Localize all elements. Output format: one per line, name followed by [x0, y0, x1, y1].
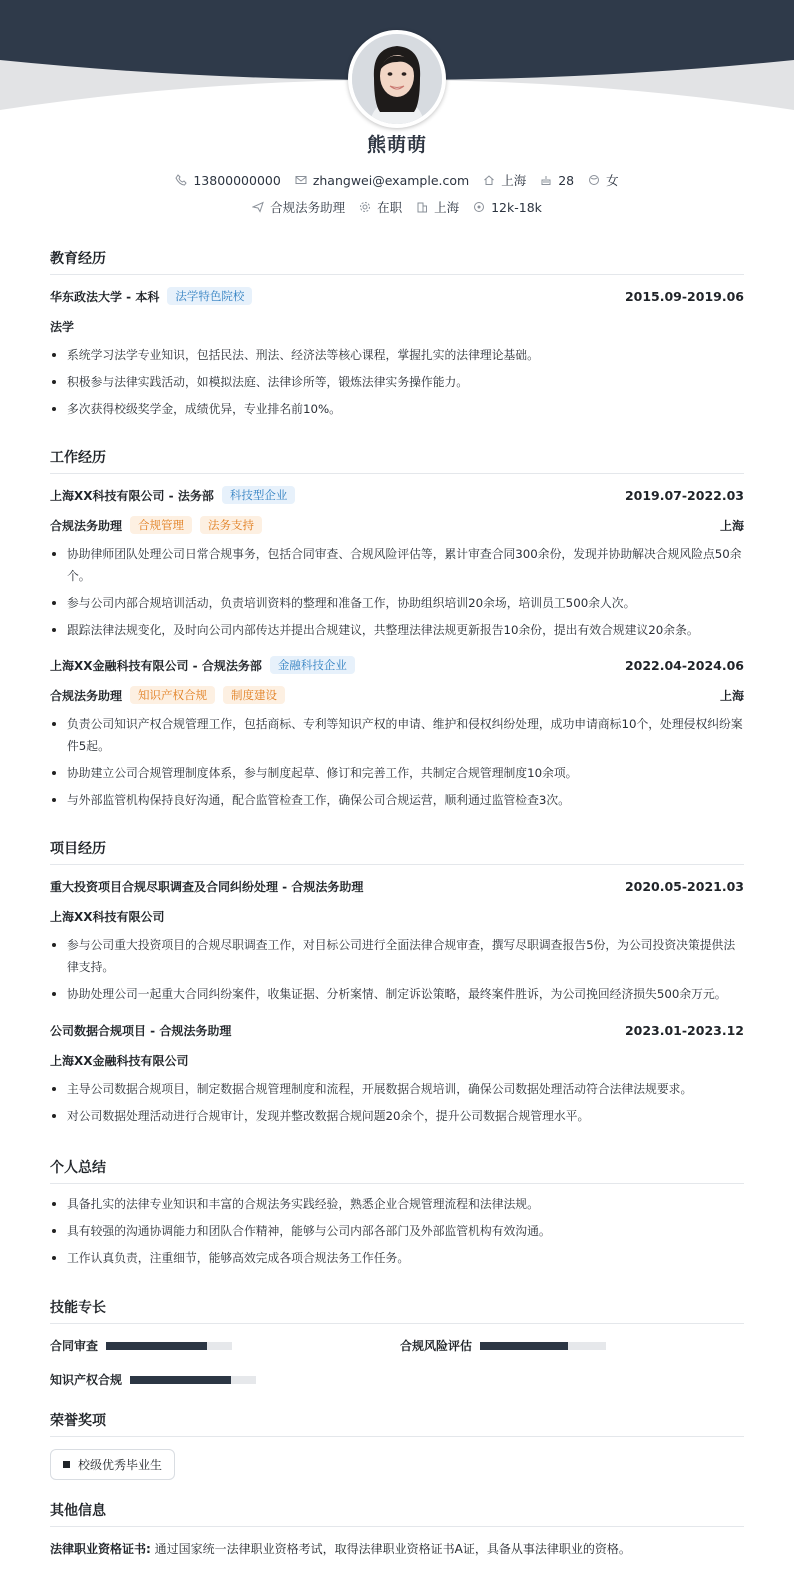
- salary-item: [473, 200, 542, 215]
- gender-text: 女: [606, 173, 619, 188]
- skill-name: 合同审查: [50, 1339, 99, 1353]
- major-text: 法学: [50, 320, 75, 334]
- awards-title: 荣誉奖项: [50, 1410, 744, 1437]
- work-date: 2019.07-2022.03: [624, 487, 744, 503]
- list-item: 对公司数据处理活动进行合规审计，发现并整改数据合规问题20余个，提升公司数据合规管理水平。: [50, 1105, 744, 1127]
- education-title: 教育经历: [50, 248, 744, 275]
- project-date: 2023.01-2023.12: [624, 1023, 744, 1038]
- building-icon: [416, 201, 428, 213]
- project-bullets: [50, 934, 744, 1010]
- projects-title: 项目经历: [50, 838, 744, 865]
- skill-bar: [480, 1342, 606, 1350]
- list-item: 系统学习法学专业知识，包括民法、刑法、经济法等核心课程，掌握扎实的法律理论基础。: [50, 344, 744, 366]
- project-entry-head: [50, 878, 744, 895]
- list-item: 协助处理公司一起重大合同纠纷案件，收集证据、分析案情、制定诉讼策略，最终案件胜诉，为公司挽回经济损失500余万元。: [50, 983, 744, 1005]
- skill-item: [400, 1337, 606, 1354]
- contact-info: [0, 171, 794, 189]
- skill-item: [50, 1371, 256, 1388]
- other-title: 其他信息: [50, 1500, 744, 1527]
- award-chip: [50, 1449, 175, 1480]
- coin-icon: [473, 201, 485, 213]
- list-item: 主导公司数据合规项目，制定数据合规管理制度和流程，开展数据合规培训，确保公司数据处理活动符合法律法规要求。: [50, 1078, 744, 1100]
- gender-icon: [588, 174, 600, 186]
- candidate-name: 熊萌萌: [366, 134, 427, 156]
- project-bullets: [50, 1078, 744, 1132]
- list-item: 参与公司内部合规培训活动，负责培训资料的整理和准备工作，协助组织培训20余场，培训员工500余人次。: [50, 592, 744, 614]
- email-text: zhangwei@example.com: [312, 172, 470, 188]
- list-item: 参与公司重大投资项目的合规尽职调查工作，对目标公司进行全面法律合规审查，撰写尽职调查报告5份，为公司投资决策提供法律支持。: [50, 934, 744, 978]
- home-icon: [483, 174, 495, 186]
- job-intent: [0, 198, 794, 216]
- work-entry-head: [50, 656, 744, 674]
- award-text: 校级优秀毕业生: [78, 1458, 163, 1472]
- list-item: 协助律师团队处理公司日常合规事务，包括合同审查、合规风险评估等，累计审查合同300余份，发现并协助解决合规风险点50余个。: [50, 543, 744, 587]
- certificate-text: 通过国家统一法律职业资格考试，取得法律职业资格证书A证，具备从事法律职业的资格。: [154, 1542, 631, 1556]
- role-tag: 制度建设: [223, 686, 285, 704]
- project-company: [50, 1052, 744, 1069]
- school-tag: 法学特色院校: [167, 287, 252, 305]
- phone-icon: [175, 174, 187, 186]
- list-item: 负责公司知识产权合规管理工作，包括商标、专利等知识产权的申请、维护和侵权纠纷处理，成功申请商标10个，处理侵权纠纷案件5起。: [50, 713, 744, 757]
- role-tag: 合规管理: [130, 516, 192, 534]
- work-city: 上海: [719, 518, 744, 533]
- work-bullets: [50, 713, 744, 816]
- list-item: 与外部监管机构保持良好沟通，配合监管检查工作，确保公司合规运营，顺利通过监管检查3次。: [50, 789, 744, 811]
- other-info: [50, 1540, 744, 1557]
- certificate-label: 法律职业资格证书:: [50, 1542, 151, 1556]
- work-city: 上海: [719, 688, 744, 703]
- list-item: 具备扎实的法律专业知识和丰富的合规法务实践经验，熟悉企业合规管理流程和法律法规。: [50, 1193, 744, 1215]
- list-item: 协助建立公司合规管理制度体系，参与制度起草、修订和完善工作，共制定合规管理制度10余项。: [50, 762, 744, 784]
- work-title: 工作经历: [50, 447, 744, 474]
- status-text: 在职: [377, 200, 403, 215]
- project-date: 2020.05-2021.03: [624, 879, 744, 894]
- summary-title: 个人总结: [50, 1157, 744, 1184]
- position-item: [252, 198, 345, 216]
- education-bullets: [50, 344, 744, 425]
- skill-item: [50, 1337, 232, 1354]
- email-item: [295, 173, 469, 188]
- status-item: [359, 198, 402, 216]
- education-date: 2015.09-2019.06: [624, 288, 744, 304]
- skill-name: 合规风险评估: [400, 1339, 473, 1353]
- project-company: [50, 908, 744, 925]
- cake-icon: [540, 174, 552, 186]
- age-text: 28: [558, 172, 575, 188]
- summary-bullets: [50, 1193, 744, 1274]
- city-text: 上海: [434, 200, 460, 215]
- list-item: 积极参与法律实践活动，如模拟法庭、法律诊所等，锻炼法律实务操作能力。: [50, 371, 744, 393]
- work-date: 2022.04-2024.06: [624, 657, 744, 673]
- city-item: [416, 198, 459, 216]
- company-tag: 科技型企业: [222, 486, 296, 504]
- list-item: 工作认真负责，注重细节，能够高效完成各项合规法务工作任务。: [50, 1247, 744, 1269]
- work-entry-head: [50, 486, 744, 504]
- position-text: 合规法务助理: [270, 200, 346, 215]
- project-title: 重大投资项目合规尽职调查及合同纠纷处理 - 合规法务助理: [50, 880, 364, 894]
- education-entry-head: [50, 287, 744, 305]
- project-entry-head: [50, 1022, 744, 1039]
- skill-bar: [130, 1376, 256, 1384]
- avatar: [348, 30, 446, 128]
- role-tag: 法务支持: [200, 516, 262, 534]
- list-item: 跟踪法律法规变化，及时向公司内部传达并提出合规建议，共整理法律法规更新报告10余份，提出有效合规建议20余条。: [50, 619, 744, 641]
- work-role-line: [50, 516, 744, 534]
- avatar-photo: [352, 34, 442, 124]
- education-major: [50, 318, 744, 335]
- project-company-text: 上海XX金融科技有限公司: [50, 1054, 189, 1068]
- skill-bar-fill: [130, 1376, 231, 1384]
- skill-bar-fill: [106, 1342, 207, 1350]
- list-item: 具有较强的沟通协调能力和团队合作精神，能够与公司内部各部门及外部监管机构有效沟通。: [50, 1220, 744, 1242]
- list-item: 多次获得校级奖学金，成绩优异，专业排名前10%。: [50, 398, 744, 420]
- company-name: 上海XX科技有限公司 - 法务部: [50, 488, 214, 503]
- company-tag: 金融科技企业: [270, 656, 355, 674]
- role-text: 合规法务助理: [50, 518, 123, 533]
- role-text: 合规法务助理: [50, 688, 123, 703]
- location-item: [483, 171, 526, 189]
- send-icon: [252, 201, 264, 213]
- company-name: 上海XX金融科技有限公司 - 合规法务部: [50, 658, 262, 673]
- skill-bar-fill: [480, 1342, 568, 1350]
- phone-item: [175, 173, 280, 188]
- gender-item: [588, 171, 619, 189]
- location-text: 上海: [501, 173, 527, 188]
- skills-title: 技能专长: [50, 1297, 744, 1324]
- mail-icon: [295, 174, 307, 186]
- phone-text: 13800000000: [193, 172, 281, 188]
- project-title: 公司数据合规项目 - 合规法务助理: [50, 1024, 232, 1038]
- square-bullet-icon: [63, 1461, 70, 1468]
- work-bullets: [50, 543, 744, 646]
- work-role-line: [50, 686, 744, 704]
- skill-bar: [106, 1342, 232, 1350]
- project-company-text: 上海XX科技有限公司: [50, 910, 165, 924]
- role-tag: 知识产权合规: [130, 686, 215, 704]
- skill-name: 知识产权合规: [50, 1373, 123, 1387]
- school-name: 华东政法大学 - 本科: [50, 289, 160, 304]
- salary-text: 12k-18k: [491, 199, 542, 215]
- age-item: [540, 173, 574, 188]
- gear-icon: [359, 201, 371, 213]
